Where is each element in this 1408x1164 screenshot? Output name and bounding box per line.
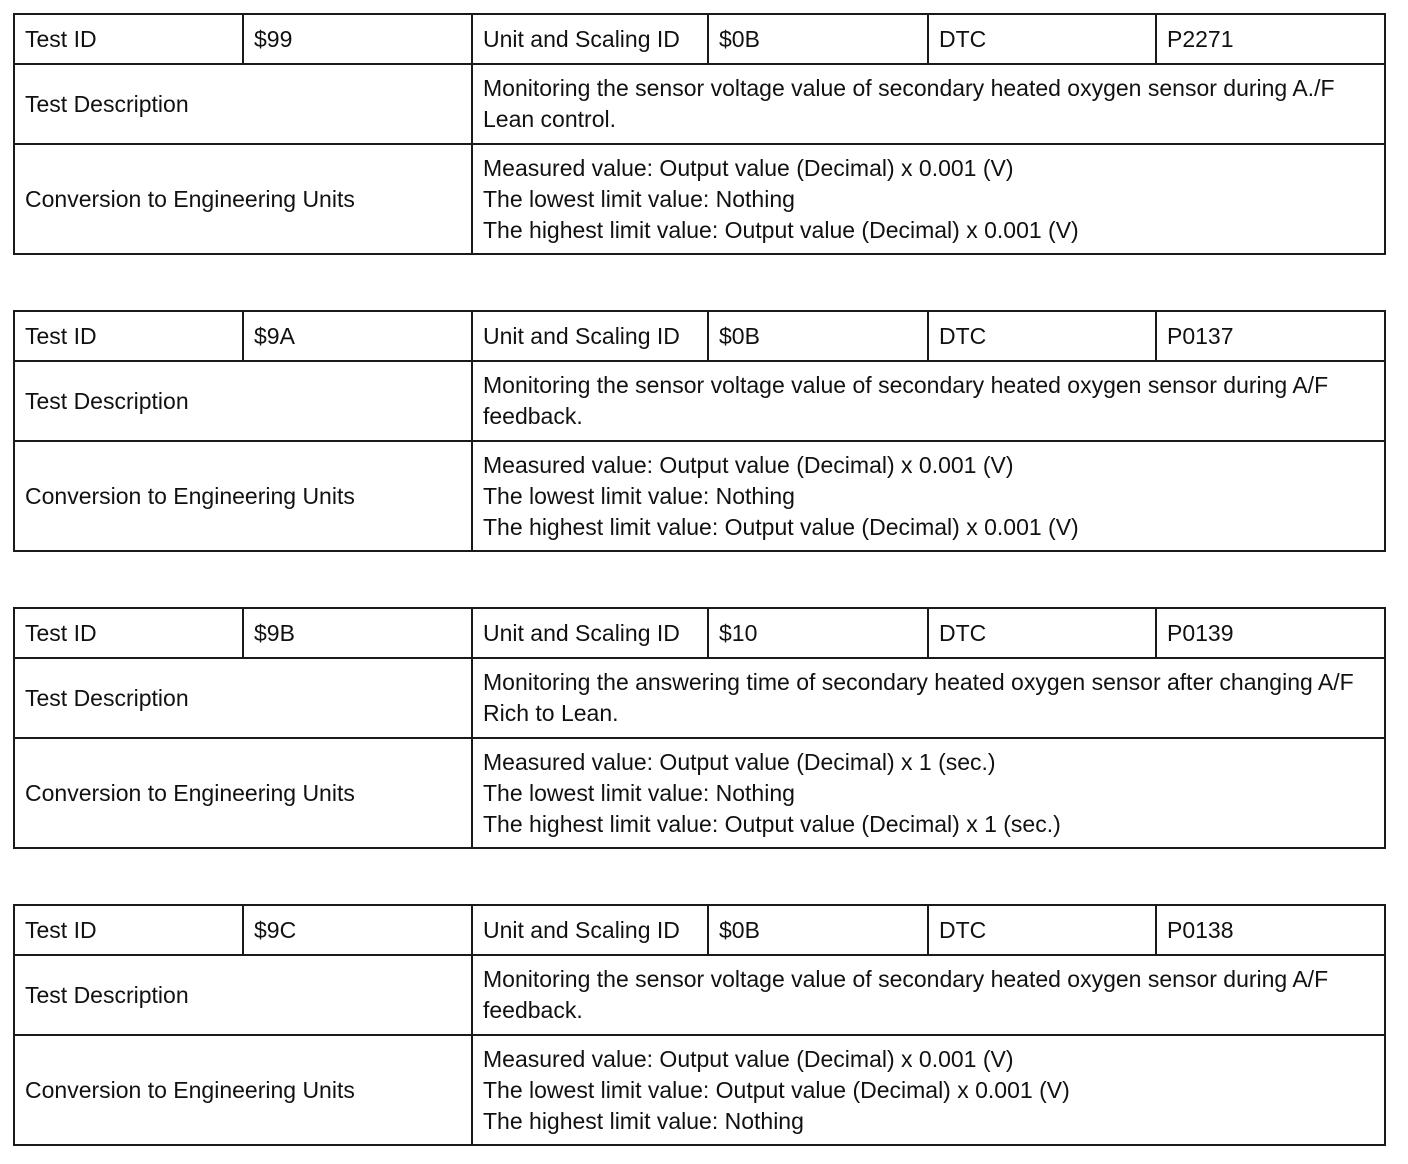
unit-scaling-id-label: Unit and Scaling ID [472, 905, 708, 955]
test-description-value: Monitoring the sensor voltage value of secondary heated oxygen sensor during A/F feedback. [472, 955, 1385, 1035]
unit-scaling-id-value: $0B [708, 311, 928, 361]
table-row [14, 955, 1385, 1035]
unit-scaling-id-value: $10 [708, 608, 928, 658]
conversion-value [472, 441, 1385, 551]
table-row [14, 361, 1385, 441]
table-row [14, 905, 1385, 955]
dtc-value: P2271 [1156, 14, 1385, 64]
table-row [14, 1035, 1385, 1145]
test-description-value: Monitoring the answering time of secondary heated oxygen sensor after changing A/F Rich to Lean. [472, 658, 1385, 738]
unit-scaling-id-label: Unit and Scaling ID [472, 608, 708, 658]
unit-scaling-id-label: Unit and Scaling ID [472, 14, 708, 64]
dtc-value: P0139 [1156, 608, 1385, 658]
test-id-label: Test ID [14, 14, 243, 64]
test-spec-table-4 [13, 904, 1386, 1146]
test-spec-table-2 [13, 310, 1386, 552]
measured-value-line: Measured value: Output value (Decimal) x 0.001 (V) [483, 154, 1014, 181]
table-row [14, 14, 1385, 64]
dtc-value: P0138 [1156, 905, 1385, 955]
test-id-label: Test ID [14, 608, 243, 658]
measured-value-line: Measured value: Output value (Decimal) x 0.001 (V) [483, 1045, 1014, 1072]
test-id-label: Test ID [14, 311, 243, 361]
highest-limit-line: The highest limit value: Output value (Decimal) x 0.001 (V) [483, 513, 1079, 540]
dtc-label: DTC [928, 905, 1156, 955]
conversion-value [472, 738, 1385, 848]
lowest-limit-line: The lowest limit value: Nothing [483, 779, 795, 806]
test-description-label: Test Description [14, 64, 472, 144]
highest-limit-line: The highest limit value: Nothing [483, 1107, 804, 1134]
unit-scaling-id-label: Unit and Scaling ID [472, 311, 708, 361]
test-id-value: $9B [243, 608, 472, 658]
dtc-value: P0137 [1156, 311, 1385, 361]
lowest-limit-line: The lowest limit value: Nothing [483, 482, 795, 509]
unit-scaling-id-value: $0B [708, 905, 928, 955]
test-id-value: $9A [243, 311, 472, 361]
conversion-value [472, 144, 1385, 254]
test-spec-table-3 [13, 607, 1386, 849]
table-row [14, 738, 1385, 848]
table-row [14, 658, 1385, 738]
highest-limit-line: The highest limit value: Output value (Decimal) x 1 (sec.) [483, 810, 1061, 837]
test-id-label: Test ID [14, 905, 243, 955]
test-description-value: Monitoring the sensor voltage value of secondary heated oxygen sensor during A/F feedback. [472, 361, 1385, 441]
conversion-label: Conversion to Engineering Units [14, 144, 472, 254]
test-description-label: Test Description [14, 361, 472, 441]
measured-value-line: Measured value: Output value (Decimal) x 0.001 (V) [483, 451, 1014, 478]
unit-scaling-id-value: $0B [708, 14, 928, 64]
conversion-label: Conversion to Engineering Units [14, 738, 472, 848]
conversion-label: Conversion to Engineering Units [14, 441, 472, 551]
dtc-label: DTC [928, 14, 1156, 64]
highest-limit-line: The highest limit value: Output value (Decimal) x 0.001 (V) [483, 216, 1079, 243]
table-row [14, 441, 1385, 551]
test-description-label: Test Description [14, 658, 472, 738]
test-id-value: $99 [243, 14, 472, 64]
table-row [14, 64, 1385, 144]
lowest-limit-line: The lowest limit value: Output value (Decimal) x 0.001 (V) [483, 1076, 1070, 1103]
test-id-value: $9C [243, 905, 472, 955]
conversion-value [472, 1035, 1385, 1145]
test-description-value: Monitoring the sensor voltage value of secondary heated oxygen sensor during A./F Lean control. [472, 64, 1385, 144]
dtc-label: DTC [928, 311, 1156, 361]
measured-value-line: Measured value: Output value (Decimal) x 1 (sec.) [483, 748, 996, 775]
dtc-label: DTC [928, 608, 1156, 658]
conversion-label: Conversion to Engineering Units [14, 1035, 472, 1145]
test-description-label: Test Description [14, 955, 472, 1035]
lowest-limit-line: The lowest limit value: Nothing [483, 185, 795, 212]
test-spec-table-1 [13, 13, 1386, 255]
table-row [14, 608, 1385, 658]
table-row [14, 144, 1385, 254]
table-row [14, 311, 1385, 361]
